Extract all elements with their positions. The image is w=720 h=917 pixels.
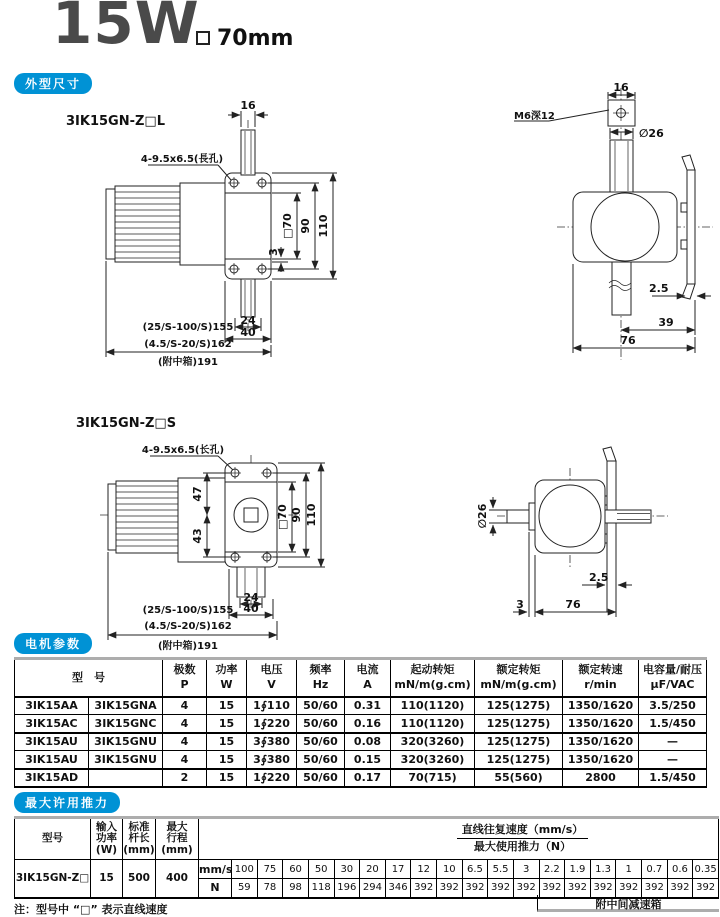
motor-table-cell: 50/60 [297, 733, 345, 751]
motor-table-cell: 320(3260) [391, 733, 475, 751]
col-header-rated-speed [563, 659, 639, 697]
motor-table-cell: 3IK15AA [15, 697, 89, 715]
motor-parameters-table [14, 657, 707, 788]
force-cell: 392 [693, 879, 719, 898]
dim-76: 76 [620, 334, 636, 347]
force-cell: 392 [590, 879, 616, 898]
section-badge-motor-parameters: 电机参数 [14, 633, 92, 654]
thrust-table-header-row [15, 818, 719, 860]
thrust-rod-cell: 500 [123, 860, 156, 898]
speed-cell: 50 [308, 860, 334, 879]
force-cell: 392 [667, 879, 693, 898]
header-line: 功率 [96, 832, 117, 845]
dim-24: 24 [243, 591, 259, 604]
motor-table-cell: 70(715) [391, 769, 475, 787]
motor-table-cell: 1350/1620 [563, 733, 639, 751]
dim-dia26: ∅26 [639, 127, 664, 140]
shaft [610, 140, 633, 192]
motor-table-cell [89, 769, 163, 787]
header-line: Hz [312, 677, 329, 691]
flange-face [225, 463, 277, 567]
frame-size-label: 70mm [217, 26, 294, 51]
motor-table-cell: 320(3260) [391, 751, 475, 769]
force-cell: 392 [411, 879, 437, 898]
speed-cell: 2.2 [539, 860, 565, 879]
speed-cell: 1.9 [565, 860, 591, 879]
motor-table-cell: 0.15 [345, 751, 391, 769]
motor-table-cell: 0.31 [345, 697, 391, 715]
motor-table-cell: 3IK15GNU [89, 751, 163, 769]
dim-110: 110 [317, 214, 330, 238]
motor-table-cell: 15 [207, 733, 247, 751]
speed-cell: 20 [360, 860, 386, 879]
footnote: 注：型号中 “□” 表示直线速度 [14, 903, 168, 916]
speed-cell: 3 [513, 860, 539, 879]
dim-40: 40 [243, 602, 259, 615]
thrust-speed-row [15, 860, 719, 879]
col-header-speed-force [199, 818, 719, 860]
header-line: A [363, 677, 372, 691]
motor-table-row [15, 697, 707, 715]
force-cell: 294 [360, 879, 386, 898]
motor-table-cell: 0.17 [345, 769, 391, 787]
motor-table-cell: 1.5/450 [639, 715, 707, 733]
model-label-l: 3IK15GN-Z□L [66, 114, 165, 129]
dim-90: 90 [299, 218, 312, 234]
force-cell: 392 [642, 879, 668, 898]
dim-len155: (25/S-100/S)155 [142, 322, 234, 333]
shaft-end-detail [608, 100, 635, 126]
page-title: 15W [52, 0, 200, 57]
dim-2-5: 2.5 [649, 282, 669, 295]
motor-table-row [15, 751, 707, 769]
col-header-max-stroke [156, 818, 199, 860]
force-cell: 392 [437, 879, 463, 898]
dim-110: 110 [305, 503, 318, 527]
col-header-voltage [247, 659, 297, 697]
dim-24: 24 [240, 314, 256, 327]
slot-callout: 4-9.5x6.5(长孔) [141, 445, 225, 456]
header-line: (mm) [123, 843, 155, 856]
motor-table-cell: 1350/1620 [563, 715, 639, 733]
dim-dia26: ∅26 [476, 503, 489, 529]
gearhead-flange [225, 173, 271, 279]
header-line: 功率 [215, 663, 238, 677]
force-cell: 98 [283, 879, 309, 898]
speed-cell: 10 [437, 860, 463, 879]
dim-43: 43 [191, 528, 204, 544]
speed-cell: 0.7 [642, 860, 668, 879]
header-line: 杆长 [128, 832, 150, 845]
motor-table-cell: 15 [207, 715, 247, 733]
motor-table-cell: 50/60 [297, 751, 345, 769]
header-line: W [220, 677, 233, 691]
header-line: P [180, 677, 189, 691]
section-badge-max-thrust: 最大许用推力 [14, 792, 120, 813]
motor-table-cell: 110(1120) [391, 697, 475, 715]
force-cell: 392 [616, 879, 642, 898]
motor-table-header-row [15, 659, 707, 697]
motor-table-cell: 125(1275) [475, 715, 563, 733]
col-header-model [15, 659, 163, 697]
speed-cell: 6.5 [462, 860, 488, 879]
dim-76: 76 [565, 598, 581, 611]
motor-table-cell: 110(1120) [391, 715, 475, 733]
motor-table-cell: 0.08 [345, 733, 391, 751]
motor-table-cell: 15 [207, 697, 247, 715]
section-badge-outline-dimensions: 外型尺寸 [14, 73, 92, 94]
header-line: 型 号 [72, 670, 105, 684]
header-line: V [267, 677, 276, 691]
header-line: 标准 [128, 820, 150, 833]
l-type-side-drawing [480, 81, 720, 375]
motor-table-cell: 3IK15AU [15, 733, 89, 751]
motor-table-cell: 50/60 [297, 715, 345, 733]
col-header-frequency [297, 659, 345, 697]
s-type-side-drawing [460, 440, 720, 640]
motor-table-cell: 4 [163, 751, 207, 769]
dim-90: 90 [290, 507, 303, 523]
col-header-capacitor [639, 659, 707, 697]
speed-cell: 30 [334, 860, 360, 879]
thrust-table-body [15, 860, 719, 898]
dim-39: 39 [658, 316, 674, 329]
dim-16: 16 [613, 81, 629, 94]
motor-table-cell: 2 [163, 769, 207, 787]
motor-table-cell: 125(1275) [475, 751, 563, 769]
dim-len191: (附中箱)191 [157, 641, 219, 652]
speed-cell: 0.6 [667, 860, 693, 879]
motor-table-row [15, 733, 707, 751]
thrust-power-cell: 15 [91, 860, 123, 898]
motor-table-cell: 3∮380 [247, 751, 297, 769]
col-header-input-power [91, 818, 123, 860]
force-cell: 346 [385, 879, 411, 898]
motor-table-cell: 3∮380 [247, 733, 297, 751]
motor-table-cell: 1∮110 [247, 697, 297, 715]
header-line: 频率 [309, 663, 332, 677]
gearbox-note: 附中间减速箱 [537, 895, 719, 912]
header-line: 行程 [166, 832, 188, 845]
motor-table-cell: 0.16 [345, 715, 391, 733]
thrust-stroke-cell: 400 [156, 860, 199, 898]
motor-table-body [15, 697, 707, 787]
square-frame-icon [196, 31, 210, 45]
col-header-poles [163, 659, 207, 697]
motor-table-cell: 3IK15GNC [89, 715, 163, 733]
speed-header: 直线往复速度（mm/s） [457, 824, 589, 839]
header-line: 输入 [96, 820, 117, 833]
force-cell: 392 [513, 879, 539, 898]
motor-table-cell: 3IK15AU [15, 751, 89, 769]
header-line: (W) [95, 843, 118, 856]
motor-table-cell: 3IK15AD [15, 769, 89, 787]
dim-len155: (25/S-100/S)155 [142, 605, 234, 616]
motor-table-cell: 125(1275) [475, 697, 563, 715]
motor-table-cell: 4 [163, 733, 207, 751]
l-type-front-drawing [30, 95, 420, 400]
motor-table-cell: — [639, 751, 707, 769]
header-line: (mm) [161, 843, 193, 856]
col-header-rod-length [123, 818, 156, 860]
dim-2-5: 2.5 [589, 571, 609, 584]
dim-sq70: □70 [281, 213, 294, 239]
force-header: 最大使用推力（N） [473, 840, 572, 854]
motor-table-row [15, 769, 707, 787]
col-header-starting-torque [391, 659, 475, 697]
speed-cell: 100 [232, 860, 258, 879]
header-line: mN/m(g.cm) [480, 677, 557, 691]
speed-cell: 60 [283, 860, 309, 879]
dim-16: 16 [240, 99, 256, 112]
force-cell: 392 [488, 879, 514, 898]
motor-table-cell: 3IK15GNU [89, 733, 163, 751]
motor-table-cell: 125(1275) [475, 733, 563, 751]
motor-body [106, 183, 225, 265]
force-cell: 392 [462, 879, 488, 898]
unit-cell: mm/s [199, 860, 232, 879]
col-header-current [345, 659, 391, 697]
motor-table-cell: 3.5/250 [639, 697, 707, 715]
motor-table-cell: 3IK15GNA [89, 697, 163, 715]
motor-table-cell: 1350/1620 [563, 697, 639, 715]
header-line: 额定转速 [578, 663, 623, 677]
force-cell: 392 [565, 879, 591, 898]
header-line: μF/VAC [650, 677, 695, 691]
speed-cell: 1 [616, 860, 642, 879]
speed-cell: 1.3 [590, 860, 616, 879]
motor-table-cell: 55(560) [475, 769, 563, 787]
motor-table-cell: 4 [163, 697, 207, 715]
motor-table-cell: 15 [207, 769, 247, 787]
speed-cell: 12 [411, 860, 437, 879]
header-line: 额定转矩 [496, 663, 541, 677]
header-line: mN/m(g.cm) [394, 677, 471, 691]
speed-cell: 17 [385, 860, 411, 879]
motor-table-cell: 2800 [563, 769, 639, 787]
gearbox-body [573, 192, 677, 262]
tap-callout: M6深12 [514, 111, 555, 122]
dim-3: 3 [267, 248, 280, 256]
motor-table-cell: 1350/1620 [563, 751, 639, 769]
mounting-plate [681, 155, 695, 299]
header-line: 电流 [356, 663, 379, 677]
speed-cell: 5.5 [488, 860, 514, 879]
motor-table-cell: 1∮220 [247, 769, 297, 787]
model-label-s: 3IK15GN-Z□S [76, 416, 177, 431]
frame-size [196, 26, 293, 51]
motor-table-cell: 1∮220 [247, 715, 297, 733]
motor-table-cell: 1.5/450 [639, 769, 707, 787]
force-cell: 392 [539, 879, 565, 898]
motor-table-cell: 3IK15AC [15, 715, 89, 733]
col-header-power [207, 659, 247, 697]
motor-table-cell: — [639, 733, 707, 751]
speed-cell: 75 [257, 860, 283, 879]
motor-table-cell: 50/60 [297, 697, 345, 715]
s-type-front-drawing [30, 440, 420, 655]
dim-sq70: □70 [276, 504, 289, 530]
motor-table-cell: 15 [207, 751, 247, 769]
col-header-rated-torque [475, 659, 563, 697]
lower-shaft [609, 262, 631, 315]
gearbox-body [535, 480, 605, 553]
dimensions [514, 81, 664, 140]
header-line: 电容量/耐压 [642, 663, 703, 677]
speed-cell: 0.35 [693, 860, 719, 879]
dim-len191: (附中箱)191 [157, 357, 219, 368]
header-line: 极数 [173, 663, 196, 677]
force-cell: 78 [257, 879, 283, 898]
thrust-model-cell: 3IK15GN-Z□ [15, 860, 91, 898]
slot-callout: 4-9.5x6.5(長孔) [140, 154, 224, 165]
force-cell: 196 [334, 879, 360, 898]
dim-len162: (4.5/S-20/S)162 [144, 621, 232, 632]
col-header-model: 型号 [15, 818, 91, 860]
dim-47: 47 [191, 486, 204, 502]
header-line: 电压 [260, 663, 283, 677]
force-cell: 59 [232, 879, 258, 898]
header-line: 起动转矩 [410, 663, 455, 677]
dim-40: 40 [240, 326, 256, 339]
motor-table-cell: 50/60 [297, 769, 345, 787]
unit-cell: N [199, 879, 232, 898]
max-thrust-table [14, 816, 719, 899]
motor-table-cell: 4 [163, 715, 207, 733]
header-line: 最大 [166, 820, 188, 833]
dim-len162: (4.5/S-20/S)162 [144, 339, 232, 350]
force-cell: 118 [308, 879, 334, 898]
speed-force-header [457, 824, 589, 853]
dim-3: 3 [516, 598, 524, 611]
header-line: r/min [584, 677, 617, 691]
motor-table-row [15, 715, 707, 733]
